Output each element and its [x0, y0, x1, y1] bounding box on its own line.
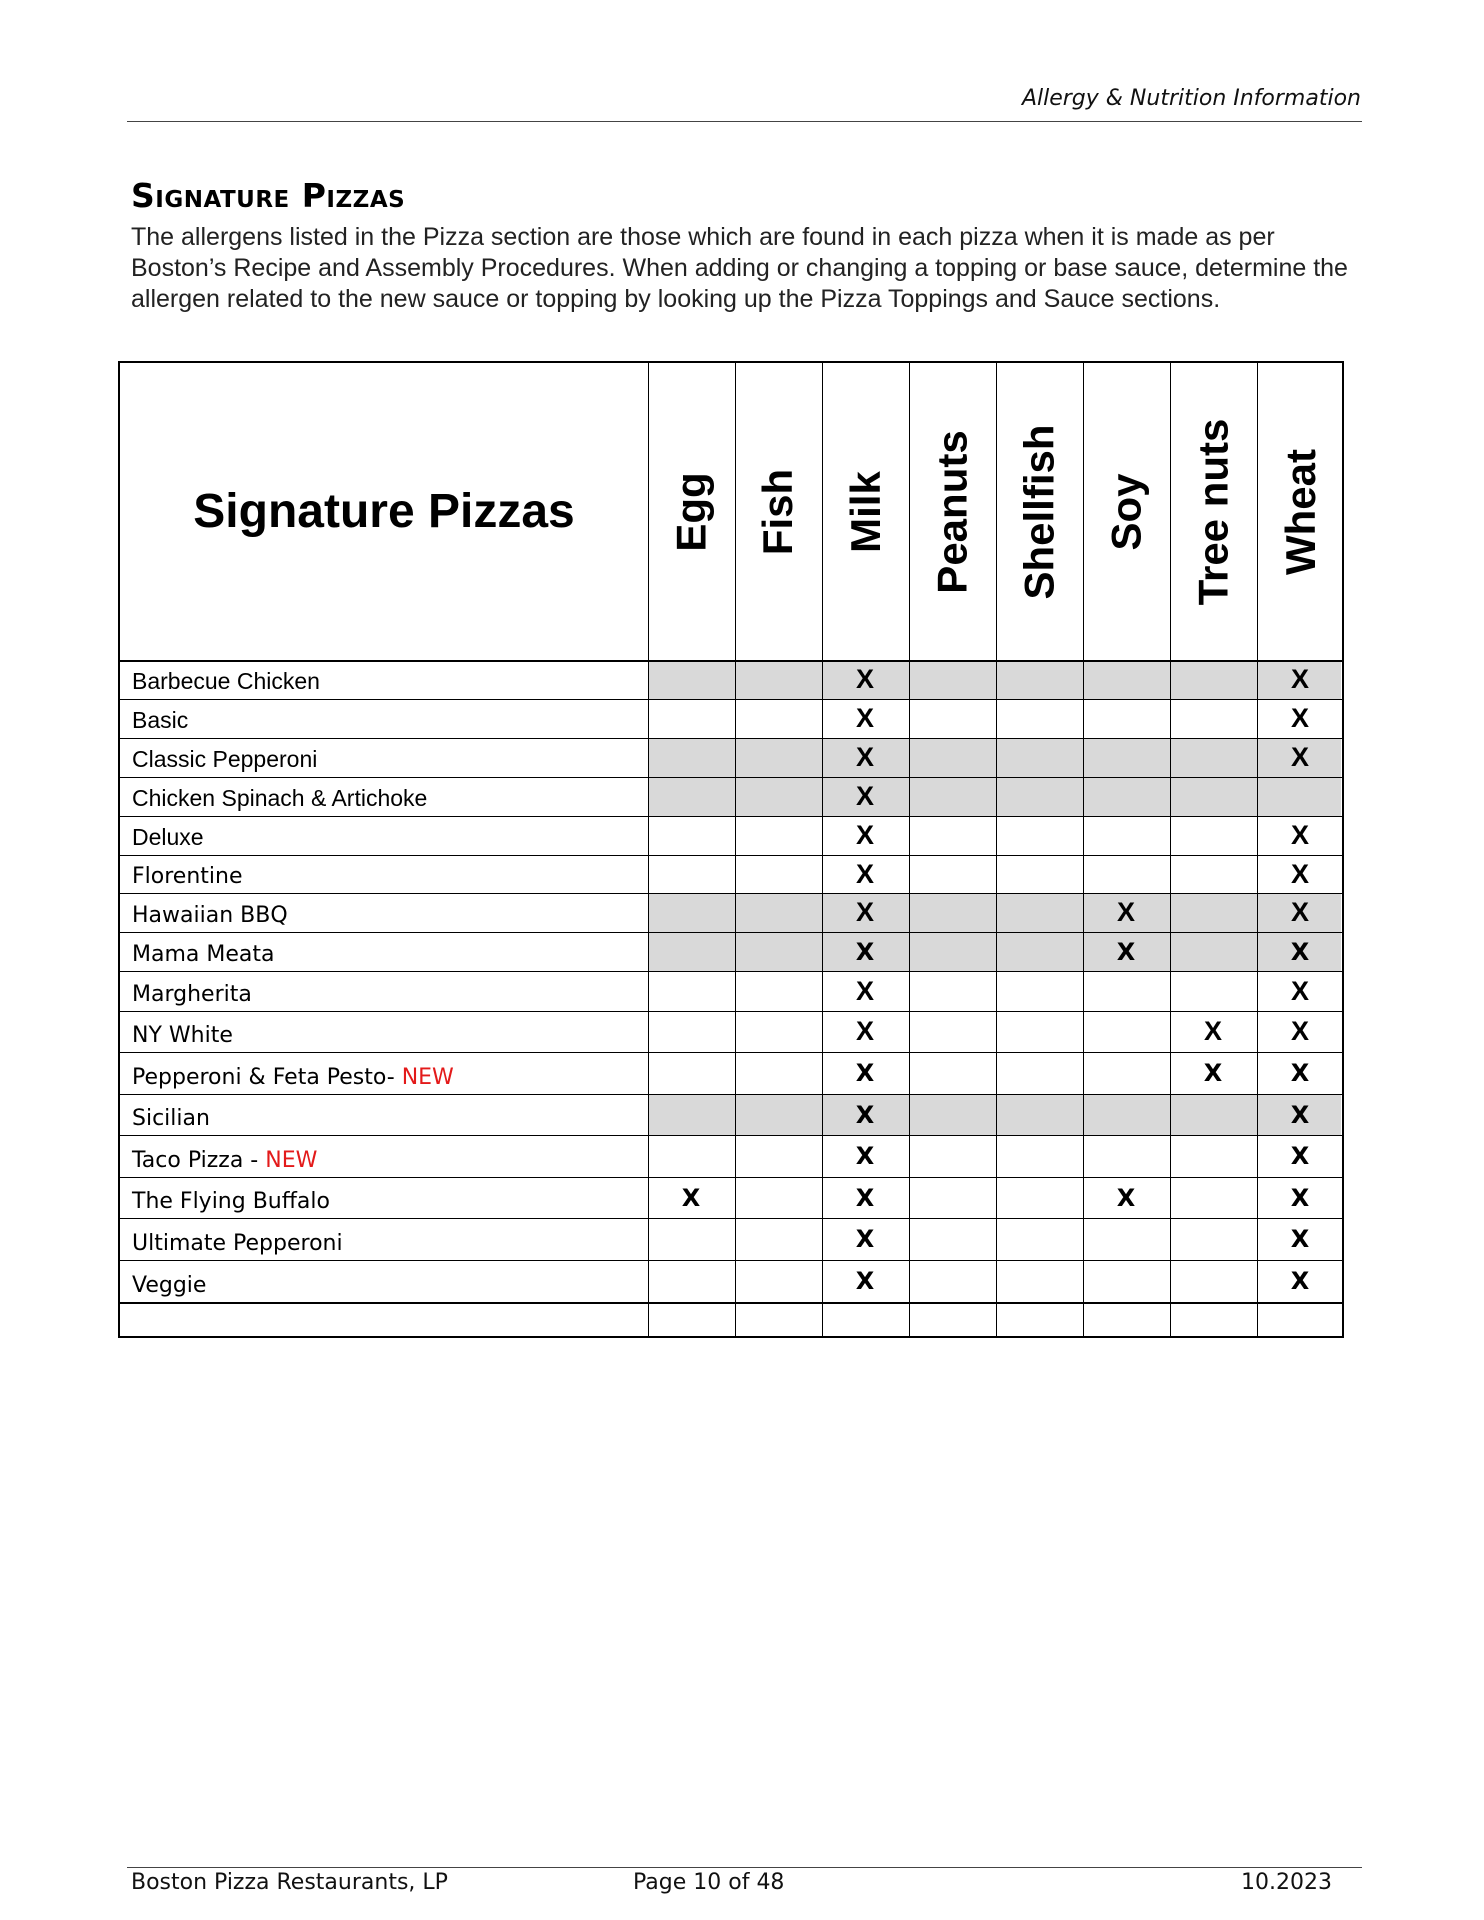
- column-header-shellfish: [996, 363, 1083, 660]
- pizza-name: [132, 1094, 210, 1131]
- allergen-mark: X: [681, 1183, 701, 1212]
- allergen-mark: X: [855, 820, 874, 850]
- pizza-name: [132, 932, 274, 967]
- pizza-name-text: Chicken Spinach & Artichoke: [132, 785, 428, 811]
- table-title: Signature Pizzas: [193, 485, 575, 538]
- row-divider: [120, 1094, 1342, 1095]
- allergen-mark: X: [1203, 1059, 1223, 1087]
- pizza-name: [132, 660, 320, 695]
- column-header-label: Peanuts: [928, 429, 976, 594]
- allergen-mark: X: [855, 1142, 875, 1170]
- pizza-name-text: Deluxe: [132, 824, 204, 850]
- pizza-name-text: Basic: [132, 707, 189, 733]
- pizza-name: [132, 816, 204, 851]
- row-divider: [120, 1260, 1342, 1261]
- pizza-name-text: Classic Pepperoni: [132, 746, 318, 772]
- pizza-name-text: Mama Meata: [132, 942, 275, 967]
- row-shading: [648, 893, 1341, 932]
- column-header-label: Shellfish: [1015, 423, 1063, 600]
- column-header-label: Egg: [667, 471, 715, 552]
- row-divider: [120, 971, 1342, 972]
- pizza-name: [132, 1052, 454, 1090]
- pizza-name-text: Barbecue Chicken: [132, 668, 320, 694]
- pizza-name-text: Taco Pizza -: [132, 1148, 266, 1173]
- allergen-mark: X: [855, 664, 874, 694]
- allergen-mark: X: [1290, 742, 1309, 772]
- allergen-mark: X: [1290, 820, 1309, 850]
- row-shading: [648, 777, 1341, 816]
- new-badge: NEW: [265, 1148, 318, 1173]
- pizza-name-text: Pepperoni & Feta Pesto-: [132, 1065, 402, 1090]
- column-header-wheat: [1257, 363, 1344, 660]
- row-shading: [648, 1094, 1341, 1135]
- allergen-mark: X: [1290, 858, 1309, 889]
- allergen-mark: X: [855, 1100, 875, 1129]
- pizza-name-text: Florentine: [132, 864, 243, 889]
- allergen-mark: X: [1116, 897, 1135, 927]
- column-header-milk: [822, 363, 909, 660]
- pizza-name: [132, 855, 242, 889]
- allergen-mark: X: [855, 1016, 874, 1046]
- allergen-mark: X: [855, 937, 875, 966]
- header-rule: [127, 121, 1362, 122]
- pizza-name: [132, 738, 317, 773]
- allergen-mark: X: [1290, 1016, 1309, 1046]
- pizza-name-text: Margherita: [132, 982, 252, 1007]
- new-badge: NEW: [401, 1065, 454, 1090]
- pizza-name: [132, 1177, 330, 1214]
- allergen-mark: X: [855, 1267, 875, 1295]
- allergen-mark: X: [855, 1059, 875, 1087]
- pizza-name: [132, 777, 427, 812]
- column-header-tree-nuts: [1170, 363, 1257, 660]
- row-shading: [648, 932, 1341, 971]
- allergen-mark: X: [855, 781, 874, 811]
- column-header-fish: [735, 363, 822, 660]
- allergen-mark: X: [855, 897, 874, 927]
- allergen-mark: X: [1290, 897, 1309, 927]
- pizza-name-text: Veggie: [132, 1273, 207, 1298]
- pizza-name: [132, 893, 288, 928]
- pizza-name-text: The Flying Buffalo: [132, 1189, 330, 1214]
- row-divider: [120, 1011, 1342, 1012]
- pizza-name-text: NY White: [132, 1023, 233, 1048]
- pizza-name-text: Sicilian: [132, 1106, 210, 1131]
- row-shading: [648, 660, 1341, 699]
- pizza-name-text: Ultimate Pepperoni: [132, 1231, 343, 1256]
- column-header-label: Wheat: [1276, 448, 1324, 575]
- row-shading: [648, 738, 1341, 777]
- page-header-title: Allergy & Nutrition Information: [1021, 86, 1361, 111]
- pizza-name: [132, 971, 252, 1007]
- column-header-soy: [1083, 363, 1170, 660]
- allergen-mark: X: [855, 1225, 875, 1253]
- footer-company: Boston Pizza Restaurants, LP: [131, 1870, 448, 1895]
- row-divider: [120, 816, 1342, 817]
- footer-page-number: Page 10 of 48: [633, 1870, 785, 1895]
- pizza-name: [132, 1260, 206, 1298]
- allergen-mark: X: [1116, 937, 1136, 966]
- column-header-egg: [648, 363, 735, 660]
- row-divider: [120, 1302, 1342, 1304]
- allergen-mark: X: [855, 858, 874, 889]
- allergen-mark: X: [855, 1183, 875, 1212]
- allergen-mark: X: [1203, 1016, 1222, 1046]
- allergen-mark: X: [1290, 703, 1309, 733]
- allergen-mark: X: [1290, 1183, 1310, 1212]
- row-divider: [120, 699, 1342, 700]
- allergen-mark: X: [1290, 1100, 1310, 1129]
- allergen-mark: X: [855, 742, 874, 772]
- pizza-name: [132, 1218, 343, 1256]
- allergen-mark: X: [1290, 1267, 1310, 1295]
- column-header-peanuts: [909, 363, 996, 660]
- section-title: Signature Pizzas: [131, 176, 406, 215]
- pizza-name-text: Hawaiian BBQ: [132, 903, 288, 928]
- pizza-name: [132, 1135, 317, 1173]
- column-header-label: Tree nuts: [1189, 418, 1237, 605]
- section-intro: The allergens listed in the Pizza section are those which are found in each pizza when it is made as per Boston’s Recipe and Assembly Procedures. When adding or changing a topping or base sauce, determine the allergen related to the new sauce or topping by looking up the Pizza Toppings and Sauce sections.: [131, 223, 1348, 313]
- pizza-name: [132, 699, 188, 734]
- allergen-mark: X: [1290, 1059, 1310, 1087]
- allergen-mark: X: [1290, 664, 1309, 694]
- footer-rule: [127, 1867, 1362, 1868]
- allergen-mark: X: [1290, 1142, 1310, 1170]
- allergen-table: [118, 361, 1344, 1338]
- allergen-mark: X: [1290, 937, 1310, 966]
- column-header-label: Soy: [1102, 472, 1150, 551]
- footer-date: 10.2023: [1241, 1870, 1332, 1895]
- allergen-mark: X: [855, 975, 874, 1006]
- allergen-mark: X: [1290, 975, 1309, 1006]
- allergen-mark: X: [1116, 1183, 1136, 1212]
- column-header-label: Milk: [841, 470, 889, 553]
- column-header-label: Fish: [754, 468, 802, 555]
- pizza-name: [132, 1011, 233, 1048]
- row-divider: [120, 855, 1342, 856]
- allergen-mark: X: [855, 703, 874, 733]
- allergen-mark: X: [1290, 1225, 1310, 1253]
